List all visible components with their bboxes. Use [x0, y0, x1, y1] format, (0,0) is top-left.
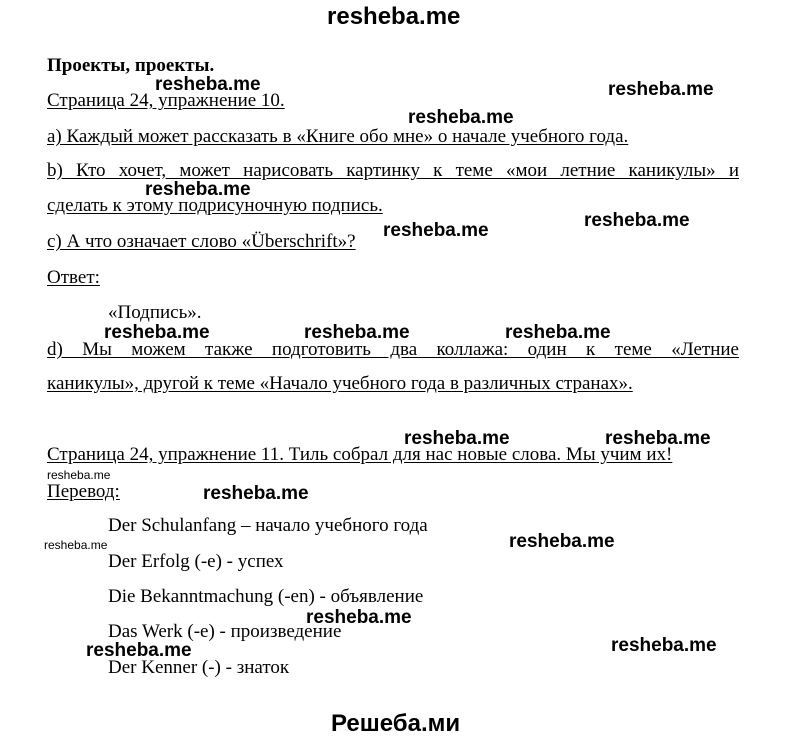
watermark: resheba.me — [145, 179, 251, 200]
vocabulary-item: Der Kenner (-) - знаток — [108, 657, 290, 678]
exercise-10-item-c: с) А что означает слово «Überschrift»? — [47, 231, 356, 252]
watermark: resheba.me — [86, 640, 192, 661]
watermark: resheba.me — [509, 531, 615, 552]
header-watermark: resheba.me — [327, 3, 461, 30]
vocabulary-item: Das Werk (-e) - произведение — [108, 621, 342, 642]
translation-label: Перевод: — [47, 481, 120, 502]
exercise-10-heading: Страница 24, упражнение 10. — [47, 90, 285, 111]
exercise-11-heading: Страница 24, упражнение 11. Тиль собрал для нас новые слова. Мы учим их! — [47, 444, 673, 465]
watermark: resheba.me — [203, 483, 309, 504]
watermark: resheba.me — [304, 322, 410, 343]
watermark: resheba.me — [605, 428, 711, 449]
exercise-10-item-d-line1: d) Мы можем также подготовить два коллажа: один к теме «Летние — [47, 339, 739, 360]
answer-text: «Подпись». — [108, 302, 202, 323]
watermark: resheba.me — [611, 635, 717, 656]
watermark: resheba.me — [104, 322, 210, 343]
watermark: resheba.me — [306, 607, 412, 628]
watermark-small: resheba.me — [44, 538, 108, 552]
watermark: resheba.me — [155, 74, 261, 95]
vocabulary-item: Der Erfolg (-e) - успех — [108, 551, 284, 572]
watermark: resheba.me — [404, 428, 510, 449]
answer-label: Ответ: — [47, 267, 100, 288]
vocabulary-item: Der Schulanfang – начало учебного года — [108, 515, 428, 536]
footer-watermark: Решеба.ми — [331, 710, 461, 737]
exercise-10-item-b-line2: сделать к этому подрисуночную подпись. — [47, 195, 383, 216]
vocabulary-item: Die Bekanntmachung (-en) - объявление — [108, 586, 424, 607]
watermark: resheba.me — [408, 107, 514, 128]
exercise-10-item-a: а) Каждый может рассказать в «Книге обо мне» о начале учебного года. — [47, 126, 629, 147]
watermark: resheba.me — [505, 322, 611, 343]
document-title: Проекты, проекты. — [47, 55, 215, 76]
exercise-10-item-d-line2: каникулы», другой к теме «Начало учебного года в различных странах». — [47, 373, 633, 394]
exercise-10-item-b-line1: b) Кто хочет, может нарисовать картинку к теме «мои летние каникулы» и — [47, 160, 739, 181]
watermark: resheba.me — [608, 79, 714, 100]
watermark-small: resheba.me — [47, 468, 111, 482]
watermark: resheba.me — [584, 210, 690, 231]
watermark: resheba.me — [383, 220, 489, 241]
